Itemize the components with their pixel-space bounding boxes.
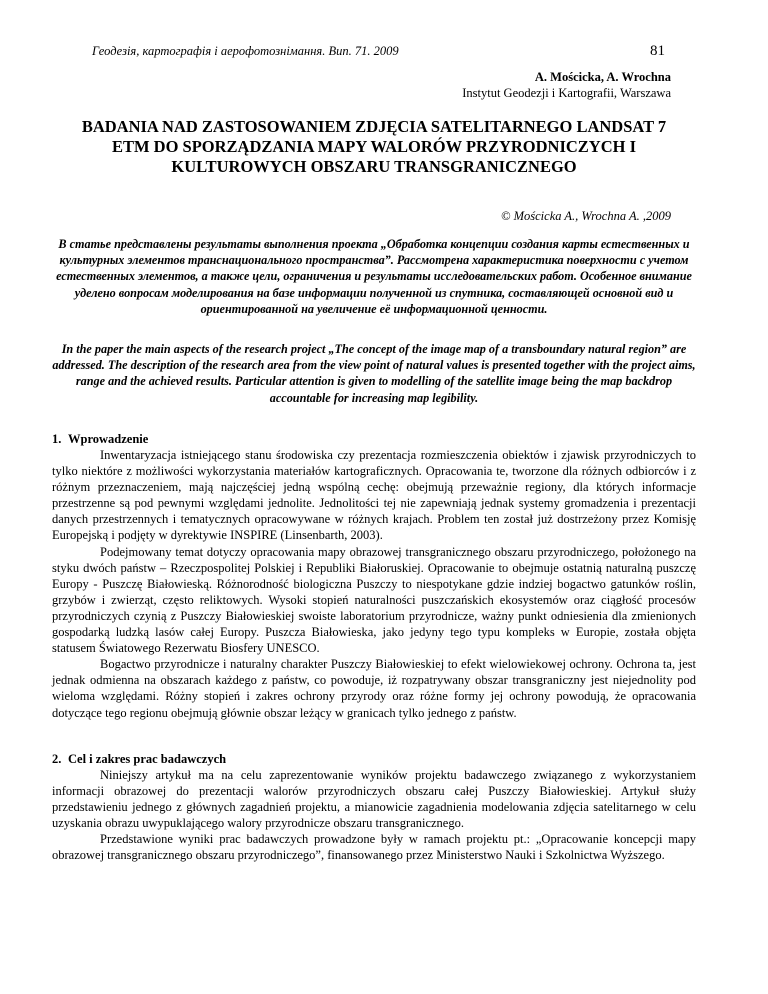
- section-body-aims: [52, 767, 696, 864]
- abstract-english: In the paper the main aspects of the research project „The concept of the image map of a transboundary natural region” are addressed. The description of the research area from the view point of natural values is presented together with the project aims, range and the achieved results. Particular attention is given to modelling of the satellite image being the map backdrop accountable for increasing map legibility.: [52, 342, 696, 405]
- authors: A. Mościcka, A. Wrochna: [534, 70, 671, 84]
- abstract-russian: В статье представлены результаты выполнения проекта „Обработка концепции создания карты естественных и культурных элементов транснационального пространства”. Рассмотрена характеристика поверхности с учетом естественных элементов, а также цели, ограничения и результаты исследовательских работ. Особенное внимание уделено вопросам моделирования на базе информации полученной из спутника, составляющей основной вид и ориентированной на увеличение её информационной ценности.: [56, 237, 692, 316]
- copyright: © Mościcka A., Wrochna A. ,2009: [500, 209, 671, 223]
- section-number: 1.: [52, 432, 62, 446]
- section-title: Wprowadzenie: [68, 432, 149, 446]
- section-body-introduction: [52, 447, 696, 721]
- paper-title: BADANIA NAD ZASTOSOWANIEM ZDJĘCIA SATELITARNEGO LANDSAT 7 ETM DO SPORZĄDZANIA MAPY WALORÓW PRZYRODNICZYCH I KULTUROWYCH OBSZARU TRANSGRANICZNEGO: [81, 117, 667, 176]
- paragraph: Bogactwo przyrodnicze i naturalny charakter Puszczy Białowieskiej to efekt wielowiekowej ochrony. Ochrona ta, jest jednak odmienna na obszarach każdego z państw, co powoduje, iż rozpatrywany obszar transgraniczny jest niejednolity pod wieloma względami. Różny stopień i zakres ochrony przyrody oraz różne formy jej ochrony powodują, że opracowania dotyczące tego regionu obejmują głównie obszar leżący w granicach tylko jednego z państw.: [52, 657, 696, 720]
- affiliation: Instytut Geodezji i Kartografii, Warszawa: [462, 86, 671, 100]
- section-heading-aims: [52, 752, 226, 767]
- paragraph: Inwentaryzacja istniejącego stanu środowiska czy prezentacja rozmieszczenia obiektów i zjawisk przyrodniczych to tylko niektóre z możliwości wykorzystania materiałów kartograficznych. Opracowania te, tworzone dla różnych odbiorców i z różnym przeznaczeniem, mają najczęściej jedną wspólną cechę: obejmują przeważnie regiony, dla których informacje przestrzenne są pod pewnymi względami jednolite. Jednolitości tej nie zapewniają jednak systemy gromadzenia i prezentacji danych przestrzennych i tematycznych opracowywane w różnych krajach. Problem ten został już dostrzeżony przez Komisję Europejską i podjęty w dyrektywie INSPIRE (Linsenbarth, 2003).: [52, 448, 696, 543]
- section-heading-introduction: [52, 432, 148, 447]
- paragraph: Przedstawione wyniki prac badawczych prowadzone były w ramach projektu pt.: „Opracowanie koncepcji mapy obrazowej transgranicznego obszaru przyrodniczego”, finansowanego przez Ministerstwo Nauki i Szkolnictwa Wyższego.: [52, 832, 696, 863]
- page-number: 81: [650, 43, 665, 59]
- paragraph: Niniejszy artykuł ma na celu zaprezentowanie wyników projektu badawczego związanego z wykorzystaniem informacji obrazowej do prezentacji walorów przyrodniczych obszaru całej Puszczy Białowieskiej. Artykuł służy przedstawieniu jednego z głównych zagadnień projektu, a mianowicie zagadnienia modelowania zdjęcia satelitarnego w celu uzyskania obrazu uwypuklającego walory przyrodnicze obszaru transgranicznego.: [52, 768, 696, 831]
- journal-header: Геодезія, картографія і аерофотознімання. Вип. 71. 2009: [92, 44, 399, 58]
- section-title: Cel i zakres prac badawczych: [68, 752, 227, 766]
- section-number: 2.: [52, 752, 62, 766]
- paragraph: Podejmowany temat dotyczy opracowania mapy obrazowej transgranicznego obszaru przyrodniczego, położonego na styku dwóch państw – Rzeczpospolitej Polskiej i Republiki Białoruskiej. Opracowanie to obejmuje ostatnią naturalną puszczę Europy - Puszczę Białowieską. Różnorodność biologiczna Puszczy to niespotykane gdzie indziej bogactwo gatunków roślin, grzybów i zwierząt, często reliktowych. Wysoki stopień naturalności puszczańskich ekosystemów oraz ciągłość procesów przyrodniczych czynią z Puszczy Białowieskiej swoiste laboratorium przyrodnicze, ważny punkt odniesienia dla zmienionych gospodarką ludzką lasów całej Europy. Puszcza Białowieska, jako jedyny tego typu kompleks w Europie, została objęta statusem Światowego Rezerwatu Biosfery UNESCO.: [52, 544, 696, 656]
